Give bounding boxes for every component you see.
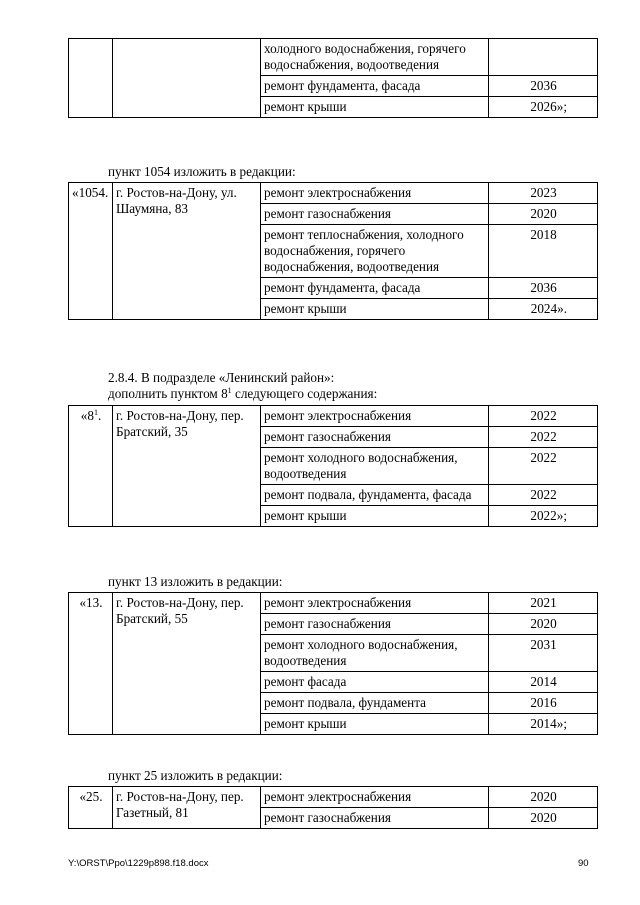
work-cell: ремонт крыши [261, 714, 489, 735]
work-cell: ремонт газоснабжения [261, 808, 489, 829]
year-cell: 2026»; [489, 97, 598, 118]
number-cell: «1054. [69, 183, 113, 320]
address-cell [113, 39, 261, 118]
year-cell: 2022 [489, 406, 598, 427]
work-cell: ремонт крыши [261, 506, 489, 527]
table-25 [68, 786, 598, 829]
paragraph-25: пункт 25 изложить в редакции: [108, 768, 283, 783]
superscript: 1 [93, 408, 98, 417]
work-cell: ремонт фундамента, фасада [261, 278, 489, 299]
work-cell: ремонт электроснабжения [261, 787, 489, 808]
paragraph-1054: пункт 1054 изложить в редакции: [108, 164, 296, 179]
year-cell: 2014 [489, 672, 598, 693]
work-cell: ремонт электроснабжения [261, 593, 489, 614]
number-cell [69, 39, 113, 118]
table-row [69, 787, 598, 808]
year-cell: 2014»; [489, 714, 598, 735]
year-cell: 2021 [489, 593, 598, 614]
year-cell: 2023 [489, 183, 598, 204]
year-cell [489, 39, 598, 76]
work-cell: холодного водоснабжения, горячего водоснабжения, водоотведения [261, 39, 489, 76]
year-cell: 2020 [489, 808, 598, 829]
paragraph-text: следующего содержания: [231, 386, 378, 401]
number-suffix: . [97, 408, 102, 423]
work-cell: ремонт фасада [261, 672, 489, 693]
paragraph-section-heading: 2.8.4. В подразделе «Ленинский район»: [108, 370, 335, 385]
table-1054 [68, 182, 598, 320]
work-cell: ремонт холодного водоснабжения, водоотведения [261, 448, 489, 485]
table-13 [68, 592, 598, 735]
year-cell: 2031 [489, 635, 598, 672]
number-cell: «25. [69, 787, 113, 829]
table-row [69, 593, 598, 614]
number-cell [69, 406, 113, 527]
work-cell: ремонт подвала, фундамента [261, 693, 489, 714]
work-cell: ремонт газоснабжения [261, 614, 489, 635]
year-cell: 2018 [489, 225, 598, 278]
work-cell: ремонт газоснабжения [261, 427, 489, 448]
year-cell: 2036 [489, 76, 598, 97]
footer-file-path: Y:\ORST\Ppo\1229p898.f18.docx [68, 858, 209, 869]
year-cell: 2024». [489, 299, 598, 320]
address-cell: г. Ростов-на-Дону, пер. Газетный, 81 [113, 787, 261, 829]
table-row [69, 39, 598, 76]
year-cell: 2022 [489, 427, 598, 448]
work-cell: ремонт подвала, фундамента, фасада [261, 485, 489, 506]
table-row [69, 406, 598, 427]
number-prefix: «8 [80, 408, 94, 423]
year-cell: 2020 [489, 614, 598, 635]
table-row [69, 183, 598, 204]
work-cell: ремонт фундамента, фасада [261, 76, 489, 97]
year-cell: 2020 [489, 204, 598, 225]
year-cell: 2020 [489, 787, 598, 808]
work-cell: ремонт крыши [261, 299, 489, 320]
paragraph-13: пункт 13 изложить в редакции: [108, 574, 283, 589]
work-cell: ремонт электроснабжения [261, 183, 489, 204]
work-cell: ремонт электроснабжения [261, 406, 489, 427]
address-cell: г. Ростов-на-Дону, пер. Братский, 35 [113, 406, 261, 527]
paragraph-add-item [108, 386, 377, 402]
paragraph-text: дополнить пунктом 8 [108, 386, 228, 401]
table-8-1 [68, 405, 598, 527]
year-cell: 2022»; [489, 506, 598, 527]
work-cell: ремонт холодного водоснабжения, водоотведения [261, 635, 489, 672]
year-cell: 2036 [489, 278, 598, 299]
number-cell: «13. [69, 593, 113, 735]
superscript: 1 [227, 386, 232, 395]
year-cell: 2022 [489, 485, 598, 506]
work-cell: ремонт крыши [261, 97, 489, 118]
address-cell: г. Ростов-на-Дону, пер. Братский, 55 [113, 593, 261, 735]
work-cell: ремонт теплоснабжения, холодного водоснабжения, горячего водоснабжения, водоотведения [261, 225, 489, 278]
footer-page-number: 90 [578, 858, 589, 869]
address-cell: г. Ростов-на-Дону, ул. Шаумяна, 83 [113, 183, 261, 320]
work-cell: ремонт газоснабжения [261, 204, 489, 225]
table-continuation [68, 38, 598, 118]
year-cell: 2016 [489, 693, 598, 714]
year-cell: 2022 [489, 448, 598, 485]
